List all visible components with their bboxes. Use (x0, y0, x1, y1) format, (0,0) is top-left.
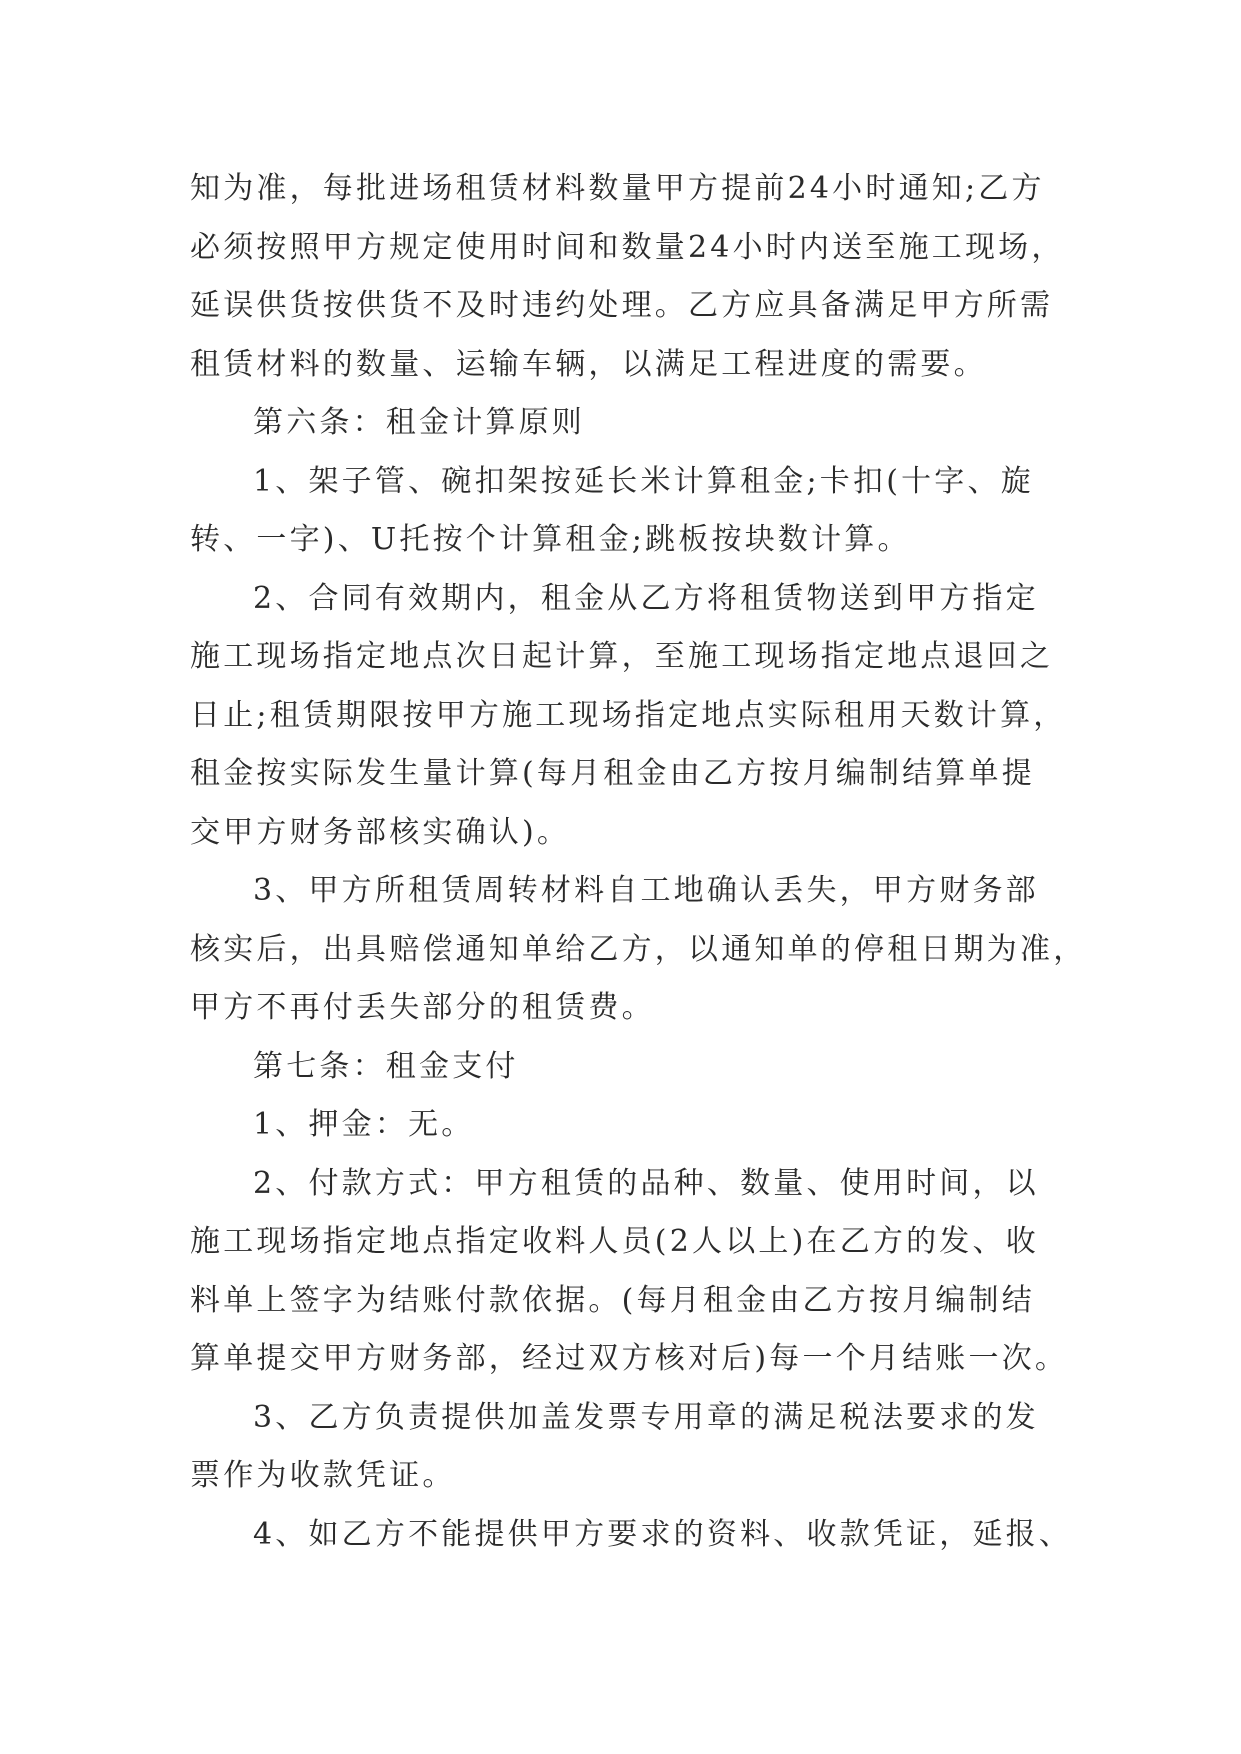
text-line: 4、如乙方不能提供甲方要求的资料、收款凭证，延报、 (253, 1516, 1073, 1552)
text-line: 知为准，每批进场租赁材料数量甲方提前24小时通知;乙方 (190, 171, 1045, 206)
text-line: 3、乙方负责提供加盖发票专用章的满足税法要求的发 (253, 1399, 1039, 1435)
text-line: 施工现场指定地点指定收料人员(2人以上)在乙方的发、收 (190, 1224, 1039, 1259)
text-line: 票作为收款凭证。 (190, 1458, 456, 1493)
text-line: 核实后，出具赔偿通知单给乙方，以通知单的停租日期为准， (190, 931, 1087, 967)
text-line: 1、押金：无。 (253, 1107, 475, 1142)
text-line: 甲方不再付丢失部分的租赁费。 (190, 990, 655, 1025)
text-line: 租金按实际发生量计算(每月租金由乙方按月编制结算单提 (190, 756, 1035, 791)
text-line: 2、合同有效期内，租金从乙方将租赁物送到甲方指定 (253, 580, 1039, 616)
text-line: 必须按照甲方规定使用时间和数量24小时内送至施工现场， (190, 229, 1065, 265)
article-heading-7: 第七条：租金支付 (253, 1048, 519, 1084)
text-line: 租赁材料的数量、运输车辆，以满足工程进度的需要。 (190, 346, 987, 382)
text-line: 日止;租赁期限按甲方施工现场指定地点实际租用天数计算， (190, 697, 1067, 733)
document-body (190, 160, 1087, 1564)
text-line: 延误供货按供货不及时违约处理。乙方应具备满足甲方所需 (190, 288, 1054, 323)
text-line: 2、付款方式：甲方租赁的品种、数量、使用时间，以 (253, 1165, 1039, 1201)
article-heading-6: 第六条：租金计算原则 (253, 405, 585, 440)
text-line: 转、一字)、U托按个计算租金;跳板按块数计算。 (190, 522, 911, 557)
text-line: 料单上签字为结账付款依据。(每月租金由乙方按月编制结 (190, 1282, 1035, 1318)
text-line: 1、架子管、碗扣架按延长米计算租金;卡扣(十字、旋 (253, 463, 1034, 499)
text-line: 交甲方财务部核实确认)。 (190, 814, 571, 850)
text-line: 算单提交甲方财务部，经过双方核对后)每一个月结账一次。 (190, 1341, 1069, 1376)
text-line: 施工现场指定地点次日起计算，至施工现场指定地点退回之 (190, 639, 1054, 674)
text-line: 3、甲方所租赁周转材料自工地确认丢失，甲方财务部 (253, 873, 1039, 908)
